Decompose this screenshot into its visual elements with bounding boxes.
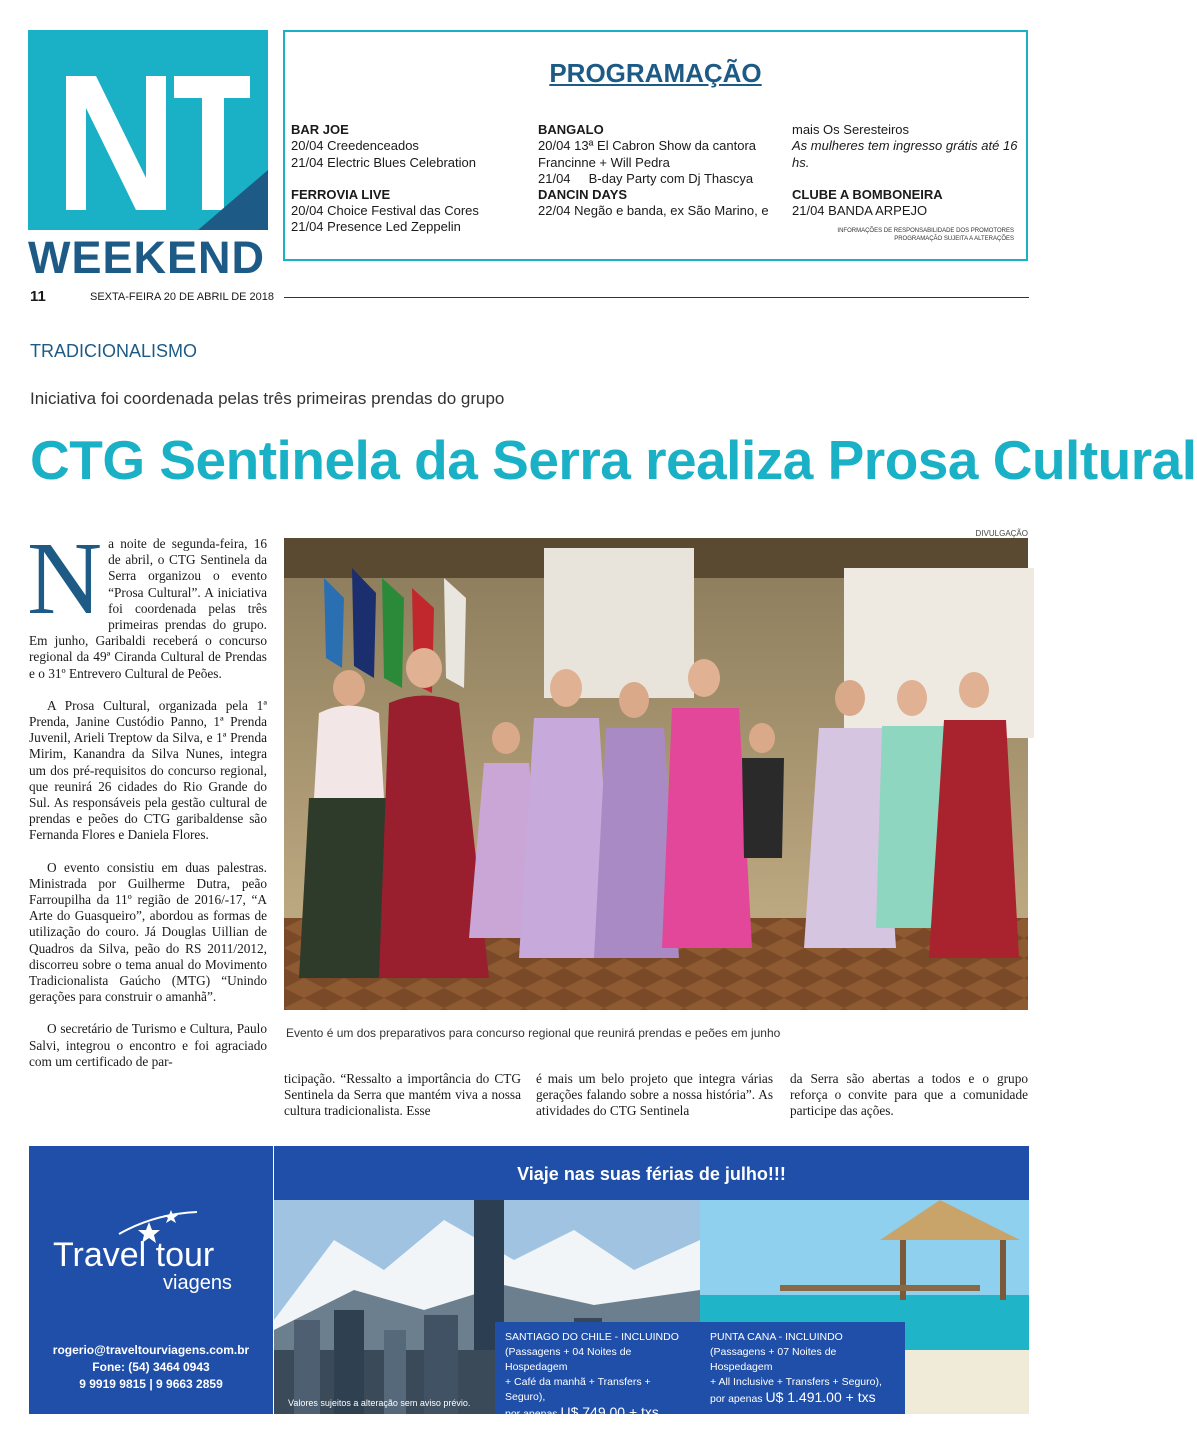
package-santiago bbox=[495, 1322, 700, 1420]
photo-caption: Evento é um dos preparativos para concurso regional que reunirá prendas e peões em junho bbox=[286, 1026, 781, 1040]
venue-name: FERROVIA LIVE bbox=[291, 186, 391, 202]
programacao-col-3 bbox=[792, 122, 1026, 219]
article-headline: CTG Sentinela da Serra realiza Prosa Cultural bbox=[30, 429, 1197, 491]
package-title: SANTIAGO DO CHILE - INCLUINDO bbox=[505, 1331, 679, 1343]
article-column-4 bbox=[790, 1071, 1028, 1136]
programacao-col-1 bbox=[291, 122, 479, 236]
article-kicker: Iniciativa foi coordenada pelas três primeiras prendas do grupo bbox=[30, 389, 505, 408]
event-line: 21/04 B-day Party com Dj Thascya bbox=[538, 170, 754, 186]
disclaimer-line: INFORMAÇÕES DE RESPONSABILIDADE DOS PROMOTORES bbox=[837, 228, 1014, 234]
venue-name: DANCIN DAYS bbox=[538, 187, 628, 203]
ad-travel-tour-brand bbox=[29, 1146, 273, 1414]
paragraph: O secretário de Turismo e Cultura, Paulo Salvi, integrou o encontro e foi agraciado com um certificado de par- bbox=[29, 1021, 267, 1069]
package-detail: + All Inclusive + Transfers + Seguro), bbox=[710, 1376, 882, 1388]
group-photo bbox=[284, 538, 1028, 1010]
programacao-col-2 bbox=[538, 122, 769, 220]
paragraph: da Serra são abertas a todos e o grupo reforça o convite para que a comunidade participe das ações. bbox=[790, 1071, 1028, 1119]
event-line: mais Os Seresteiros bbox=[792, 122, 910, 137]
price-prefix: por apenas bbox=[710, 1393, 766, 1405]
paragraph: O evento consistiu em duas palestras. Ministrada por Guilherme Dutra, peão Farroupilha da 11º região de 2016/-17, “A Arte do Guasqueiro”, abordou as formas de utilização do couro. Já Douglas Uillian de Quadros da Silva, peão do RS 2011/2012, discorreu sobre o tema anual do Movimento Tradicionalista Gaúcho (MTG) “Unindo gerações para construir o amanhã”. bbox=[29, 859, 267, 1005]
programacao-disclaimer bbox=[837, 227, 1014, 243]
programacao-title: PROGRAMAÇÃO bbox=[549, 58, 762, 88]
event-line: 21/04 BANDA ARPEJO bbox=[792, 203, 928, 219]
venue-name: CLUBE A BOMBONEIRA bbox=[792, 186, 943, 202]
paragraph: é mais um belo projeto que integra várias gerações falando sobre a nossa história”. As atividades do CTG Sentinela bbox=[536, 1071, 773, 1119]
photo-credit: DIVULGAÇÃO bbox=[975, 529, 1028, 538]
nt-logo-mark bbox=[28, 30, 268, 230]
package-detail: + Café da manhã + Transfers + Seguro), bbox=[505, 1376, 651, 1403]
article-photo bbox=[284, 538, 1028, 1010]
package-price-line bbox=[710, 1390, 895, 1407]
issue-date: SEXTA-FEIRA 20 DE ABRIL DE 2018 bbox=[90, 291, 275, 303]
nt-logo bbox=[28, 30, 268, 230]
ad-headline: Viaje nas suas férias de julho!!! bbox=[517, 1164, 786, 1184]
event-line: 20/04 Creedenceados bbox=[291, 138, 419, 154]
package-detail: (Passagens + 04 Noites de Hospedagem bbox=[505, 1346, 632, 1373]
article-column-3 bbox=[536, 1071, 773, 1136]
ad-phone: Fone: (54) 3464 0943 bbox=[92, 1360, 210, 1374]
ad-email[interactable]: rogerio@traveltourviagens.com.br bbox=[52, 1343, 250, 1357]
price-prefix: por apenas bbox=[505, 1408, 561, 1420]
event-line: 21/04 Electric Blues Celebration bbox=[291, 154, 476, 170]
package-title: PUNTA CANA - INCLUINDO bbox=[710, 1331, 843, 1343]
drop-cap: N bbox=[27, 521, 103, 636]
disclaimer-line: PROGRAMAÇÃO SUJEITA A ALTERAÇÕES bbox=[894, 236, 1014, 242]
article-column-2 bbox=[284, 1071, 521, 1136]
package-punta-cana bbox=[700, 1322, 905, 1414]
weekend-label: WEEKEND bbox=[28, 232, 266, 283]
ad-mobiles: 9 9919 9815 | 9 9663 2859 bbox=[79, 1377, 223, 1391]
venue-name: BANGALO bbox=[538, 122, 604, 137]
section-label: TRADICIONALISMO bbox=[30, 341, 198, 361]
ad-brand-sub: viagens bbox=[163, 1272, 232, 1294]
package-price: U$ 1.491.00 + txs bbox=[765, 1389, 876, 1405]
event-line: 21/04 Presence Led Zeppelin bbox=[291, 219, 461, 235]
package-detail: (Passagens + 07 Noites de Hospedagem bbox=[710, 1346, 837, 1373]
paragraph bbox=[27, 521, 267, 682]
paragraph-text: a noite de segunda-feira, 16 de abril, o CTG Sentinela da Serra organizou o evento “Prosa Cultural”. A iniciativa foi coordenada pelas três primeiras prendas do grupo. Em junho, Garibaldi receberá o concurso regional da 49ª Ciranda Cultural de Prendas e o 31º Entrevero Cultural de Peões. bbox=[29, 536, 267, 681]
paragraph: ticipação. “Ressalto a importância do CTG Sentinela da Serra que mantém viva a nossa cultura tradicionalista. Esse bbox=[284, 1071, 521, 1119]
folio-rule bbox=[284, 297, 1029, 298]
event-line: 20/04 13ª El Cabron Show da cantora bbox=[538, 138, 757, 154]
package-price-line bbox=[505, 1405, 690, 1422]
ad-travel-offers bbox=[274, 1146, 1029, 1420]
event-note: As mulheres tem ingresso grátis até 16 hs. bbox=[792, 138, 1018, 170]
event-line: 22/04 Negão e banda, ex São Marino, e bbox=[538, 203, 769, 219]
event-line: Francinne + Will Pedra bbox=[538, 154, 670, 170]
event-line: 20/04 Choice Festival das Cores bbox=[291, 203, 479, 219]
paragraph: A Prosa Cultural, organizada pela 1ª Prenda, Janine Custódio Panno, 1ª Prenda Juvenil, Arieli Treptow da Silva, e 1ª Prenda Mirim, Kanandra da Silva Nunes, integra um dos pré-requisitos do concurso regional, que reunirá 26 cidades do Rio Grande do Sul. As responsáveis pela gestão cultural de prendas e peões do CTG garibaldense são Fernanda Flores e Daniela Flores. bbox=[29, 697, 267, 843]
page-number: 11 bbox=[30, 288, 46, 305]
article-column-1 bbox=[27, 521, 267, 1070]
programacao-box bbox=[283, 30, 1028, 261]
ad-disclaimer: Valores sujeitos a alteração sem aviso prévio. bbox=[288, 1398, 471, 1408]
package-price: U$ 749.00 + txs bbox=[560, 1404, 659, 1420]
ad-contact bbox=[29, 1342, 273, 1393]
ad-brand-name: Travel tour bbox=[53, 1236, 215, 1274]
venue-name: BAR JOE bbox=[291, 122, 349, 137]
